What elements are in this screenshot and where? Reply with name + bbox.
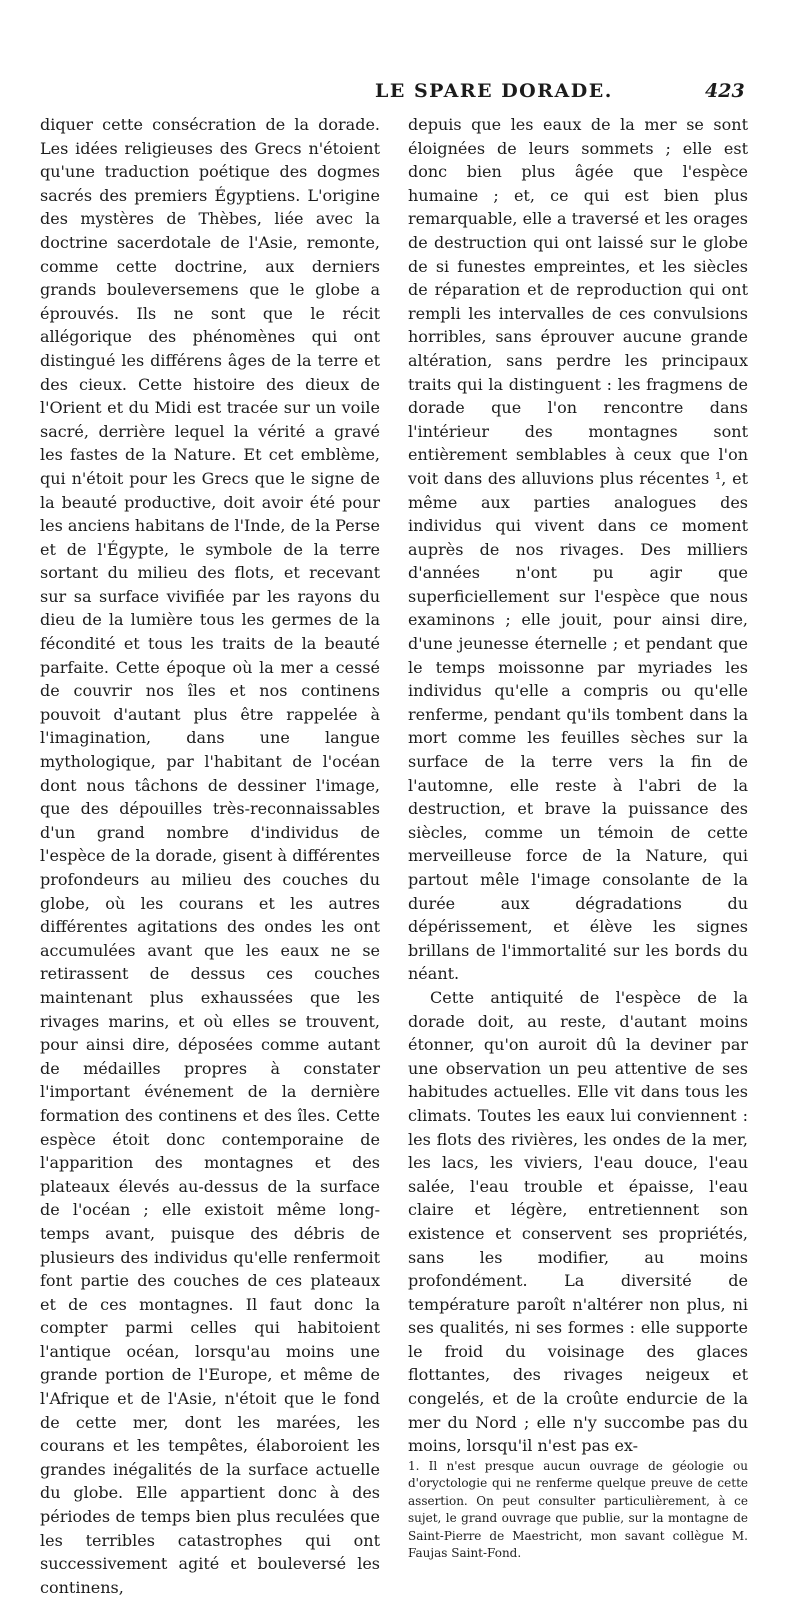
left-column (40, 113, 380, 1599)
right-column (408, 113, 748, 1563)
left-paragraph: diquer cette consécration de la dorade. Les idées religieuses des Grecs n'étoient qu'une traduction poétique des dogmes sacrés des premiers Égyptiens. L'origine des mystères de Thèbes, liée avec la doctrine sacerdotale de l'Asie, remonte, comme cette doctrine, aux derniers grands bouleversemens que le globe a éprouvés. Ils ne sont que le récit allégorique des phénomènes qui ont distingué les différens âges de la terre et des cieux. Cette histoire des dieux de l'Orient et du Midi est tracée sur un voile sacré, derrière lequel la vérité a gravé les fastes de la Nature. Et cet emblème, qui n'étoit pour les Grecs que le signe de la beauté productive, doit avoir été pour les anciens habitans de l'Inde, de la Perse et de l'Égypte, le symbole de la terre sortant du milieu des flots, et recevant sur sa surface vivifiée par les rayons du dieu de la lumière tous les germes de la fécondité et tous les traits de la beauté parfaite. Cette époque où la mer a cessé de couvrir nos îles et nos continens pouvoit d'autant plus être rappelée à l'imagination, dans une langue mythologique, par l'habitant de l'océan dont nous tâchons de dessiner l'image, que des dépouilles très-reconnaissables d'un grand nombre d'individus de l'espèce de la dorade, gisent à différentes profondeurs au milieu des couches du globe, où les courans et les autres différentes agitations des ondes les ont accumulées avant que les eaux ne se retirassent de dessus ces couches maintenant plus exhaussées que les rivages marins, et où elles se trouvent, pour ainsi dire, déposées comme autant de médailles propres à constater l'important événement de la dernière formation des continens et des îles. Cette espèce étoit donc contemporaine de l'apparition des montagnes et des plateaux élevés au-dessus de la surface de l'océan ; elle existoit même long-temps avant, puisque des débris de plusieurs des individus qu'elle renfermoit font partie des couches de ces plateaux et de ces montagnes. Il faut donc la compter parmi celles qui habitoient l'antique océan, lorsqu'au moins une grande portion de l'Europe, et même de l'Afrique et de l'Asie, n'étoit que le fond de cette mer, dont les marées, les courans et les tempêtes, élaboroient les grandes inégalités de la surface actuelle du globe. Elle appartient donc à des périodes de temps bien plus reculées que les terribles catastrophes qui ont successivement agité et bouleversé les continens, (40, 115, 380, 1597)
running-title: LE SPARE DORADE. (375, 80, 613, 102)
running-head (0, 80, 800, 108)
footnote: 1. Il n'est presque aucun ouvrage de géologie ou d'oryctologie qui ne renferme quelque preuve de cette assertion. On peut consulter particulièrement, à ce sujet, le grand ouvrage que publie, sur la montagne de Saint-Pierre de Maestricht, mon savant collègue M. Faujas Saint-Fond. (408, 1458, 748, 1561)
right-paragraph-2: Cette antiquité de l'espèce de la dorade doit, au reste, d'autant moins étonner, qu'on auroit dû la deviner par une observation un peu attentive de ses habitudes actuelles. Elle vit dans tous les climats. Toutes les eaux lui conviennent : les flots des rivières, les ondes de la mer, les lacs, les viviers, l'eau douce, l'eau salée, l'eau trouble et épaisse, l'eau claire et légère, entretiennent son existence et conservent ses propriétés, sans les modifier, au moins profondément. La diversité de température paroît n'altérer non plus, ni ses qualités, ni ses formes : elle supporte le froid du voisinage des glaces flottantes, des rivages neigeux et congelés, et de la croûte endurcie de la mer du Nord ; elle n'y succombe pas du moins, lorsqu'il n'est pas ex- (408, 987, 748, 1456)
right-paragraph-continued: depuis que les eaux de la mer se sont éloignées de leurs sommets ; elle est donc bien plus âgée que l'espèce humaine ; et, ce qui est bien plus remarquable, elle a traversé et les orages de destruction qui ont laissé sur le globe de si funestes empreintes, et les siècles de réparation et de reproduction qui ont rempli les intervalles de ces convulsions horribles, sans éprouver aucune grande altération, sans perdre les principaux traits qui la distinguent : les fragmens de dorade que l'on rencontre dans l'intérieur des montagnes sont entièrement semblables à ceux que l'on voit dans des alluvions plus récentes ¹, et même aux parties analogues des individus qui vivent dans ce moment auprès de nos rivages. Des milliers d'années n'ont pu agir que superficiellement sur l'espèce que nous examinons ; elle jouit, pour ainsi dire, d'une jeunesse éternelle ; et pendant que le temps moissonne par myriades les individus qu'elle a compris ou qu'elle renferme, pendant qu'ils tombent dans la mort comme les feuilles sèches sur la surface de la terre vers la fin de l'automne, elle reste à l'abri de la destruction, et brave la puissance des siècles, comme un témoin de cette merveilleuse force de la Nature, qui partout mêle l'image consolante de la durée aux dégradations du dépérissement, et élève les signes brillans de l'immortalité sur les bords du néant. (408, 115, 748, 984)
page-number: 423 (705, 80, 745, 102)
